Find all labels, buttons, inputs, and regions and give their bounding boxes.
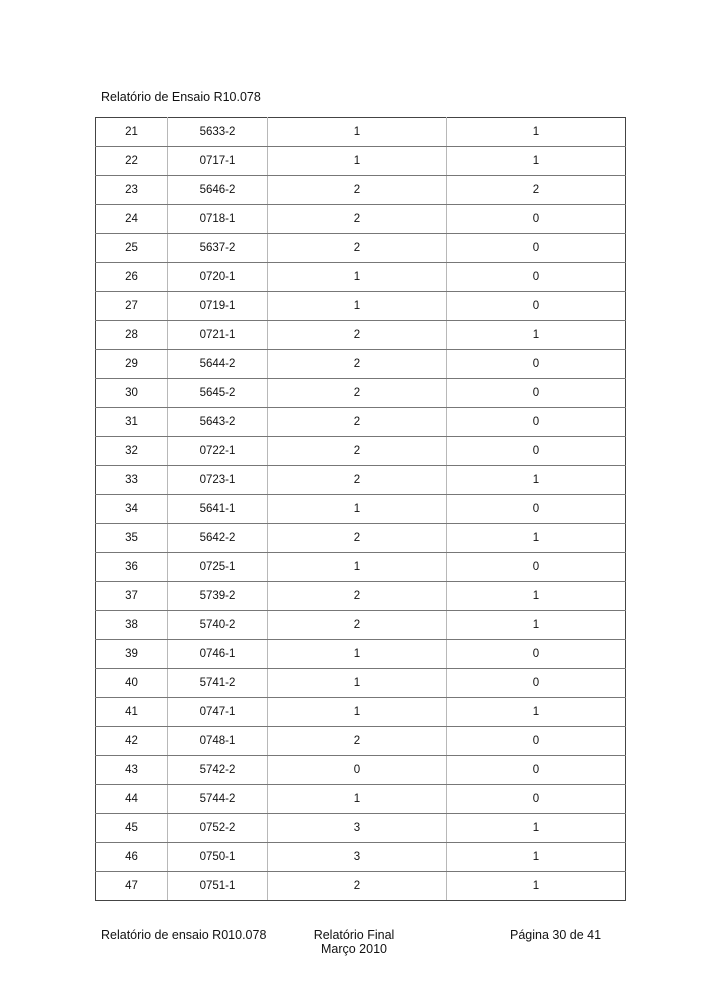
row-number-cell: 42 (96, 727, 168, 756)
table-row (96, 234, 626, 263)
value-a-cell: 2 (268, 408, 447, 437)
sample-id-cell: 0746-1 (168, 640, 268, 669)
value-b-cell: 1 (447, 118, 626, 147)
row-number-cell: 38 (96, 611, 168, 640)
value-b-cell: 1 (447, 814, 626, 843)
row-number-cell: 28 (96, 321, 168, 350)
value-b-cell: 0 (447, 408, 626, 437)
value-b-cell: 1 (447, 466, 626, 495)
value-b-cell: 1 (447, 872, 626, 901)
value-b-cell: 1 (447, 698, 626, 727)
value-a-cell: 1 (268, 669, 447, 698)
value-a-cell: 0 (268, 756, 447, 785)
row-number-cell: 26 (96, 263, 168, 292)
value-a-cell: 2 (268, 234, 447, 263)
sample-id-cell: 0748-1 (168, 727, 268, 756)
value-b-cell: 0 (447, 263, 626, 292)
sample-id-cell: 5739-2 (168, 582, 268, 611)
row-number-cell: 43 (96, 756, 168, 785)
footer-report-type (312, 928, 396, 956)
value-a-cell: 2 (268, 582, 447, 611)
value-a-cell: 1 (268, 147, 447, 176)
value-b-cell: 1 (447, 843, 626, 872)
sample-id-cell: 5637-2 (168, 234, 268, 263)
value-a-cell: 1 (268, 263, 447, 292)
sample-id-cell: 5740-2 (168, 611, 268, 640)
value-b-cell: 0 (447, 437, 626, 466)
table-row (96, 756, 626, 785)
value-b-cell: 1 (447, 582, 626, 611)
value-a-cell: 1 (268, 553, 447, 582)
value-a-cell: 2 (268, 379, 447, 408)
sample-id-cell: 0725-1 (168, 553, 268, 582)
table-row (96, 437, 626, 466)
table-row (96, 843, 626, 872)
table-row (96, 814, 626, 843)
value-b-cell: 1 (447, 321, 626, 350)
row-number-cell: 24 (96, 205, 168, 234)
sample-id-cell: 0752-2 (168, 814, 268, 843)
row-number-cell: 47 (96, 872, 168, 901)
value-a-cell: 1 (268, 785, 447, 814)
footer-report-date: Março 2010 (320, 942, 387, 956)
table-row (96, 524, 626, 553)
value-b-cell: 0 (447, 727, 626, 756)
value-b-cell: 1 (447, 147, 626, 176)
row-number-cell: 45 (96, 814, 168, 843)
sample-id-cell: 5741-2 (168, 669, 268, 698)
row-number-cell: 44 (96, 785, 168, 814)
row-number-cell: 41 (96, 698, 168, 727)
table-row (96, 350, 626, 379)
value-b-cell: 0 (447, 669, 626, 698)
value-b-cell: 0 (447, 495, 626, 524)
value-b-cell: 0 (447, 756, 626, 785)
table-row (96, 611, 626, 640)
value-a-cell: 1 (268, 640, 447, 669)
row-number-cell: 29 (96, 350, 168, 379)
value-a-cell: 2 (268, 872, 447, 901)
table-row (96, 263, 626, 292)
table-row (96, 698, 626, 727)
value-b-cell: 0 (447, 292, 626, 321)
value-a-cell: 2 (268, 350, 447, 379)
sample-id-cell: 0751-1 (168, 872, 268, 901)
sample-id-cell: 5646-2 (168, 176, 268, 205)
value-a-cell: 2 (268, 466, 447, 495)
sample-id-cell: 5643-2 (168, 408, 268, 437)
row-number-cell: 40 (96, 669, 168, 698)
value-b-cell: 0 (447, 640, 626, 669)
sample-id-cell: 0718-1 (168, 205, 268, 234)
row-number-cell: 36 (96, 553, 168, 582)
value-b-cell: 0 (447, 205, 626, 234)
sample-id-cell: 0722-1 (168, 437, 268, 466)
table-row (96, 495, 626, 524)
sample-id-cell: 0747-1 (168, 698, 268, 727)
footer-report-id: Relatório de ensaio R010.078 (101, 928, 267, 942)
row-number-cell: 22 (96, 147, 168, 176)
value-b-cell: 0 (447, 234, 626, 263)
row-number-cell: 31 (96, 408, 168, 437)
row-number-cell: 32 (96, 437, 168, 466)
page-header-title: Relatório de Ensaio R10.078 (101, 90, 261, 104)
table-row (96, 147, 626, 176)
value-a-cell: 1 (268, 495, 447, 524)
sample-id-cell: 5642-2 (168, 524, 268, 553)
value-b-cell: 0 (447, 350, 626, 379)
row-number-cell: 46 (96, 843, 168, 872)
row-number-cell: 33 (96, 466, 168, 495)
table-row (96, 292, 626, 321)
table-row (96, 176, 626, 205)
value-b-cell: 1 (447, 524, 626, 553)
value-a-cell: 2 (268, 205, 447, 234)
sample-id-cell: 0723-1 (168, 466, 268, 495)
value-a-cell: 1 (268, 118, 447, 147)
row-number-cell: 25 (96, 234, 168, 263)
row-number-cell: 30 (96, 379, 168, 408)
value-a-cell: 3 (268, 814, 447, 843)
value-b-cell: 0 (447, 553, 626, 582)
table-row (96, 640, 626, 669)
footer-page-number: Página 30 de 41 (510, 928, 602, 942)
row-number-cell: 35 (96, 524, 168, 553)
row-number-cell: 37 (96, 582, 168, 611)
value-b-cell: 0 (447, 785, 626, 814)
row-number-cell: 21 (96, 118, 168, 147)
row-number-cell: 39 (96, 640, 168, 669)
value-b-cell: 1 (447, 611, 626, 640)
table-row (96, 727, 626, 756)
row-number-cell: 34 (96, 495, 168, 524)
value-a-cell: 2 (268, 176, 447, 205)
sample-id-cell: 0721-1 (168, 321, 268, 350)
sample-id-cell: 0720-1 (168, 263, 268, 292)
row-number-cell: 23 (96, 176, 168, 205)
table-row (96, 466, 626, 495)
sample-id-cell: 5744-2 (168, 785, 268, 814)
sample-id-cell: 0719-1 (168, 292, 268, 321)
value-b-cell: 2 (447, 176, 626, 205)
table-row (96, 872, 626, 901)
table-row (96, 553, 626, 582)
value-a-cell: 2 (268, 321, 447, 350)
table-row (96, 321, 626, 350)
value-a-cell: 2 (268, 437, 447, 466)
table-row (96, 669, 626, 698)
sample-id-cell: 0750-1 (168, 843, 268, 872)
value-a-cell: 1 (268, 698, 447, 727)
sample-id-cell: 5641-1 (168, 495, 268, 524)
table-row (96, 379, 626, 408)
row-number-cell: 27 (96, 292, 168, 321)
sample-id-cell: 5644-2 (168, 350, 268, 379)
sample-id-cell: 5742-2 (168, 756, 268, 785)
table-row (96, 205, 626, 234)
results-table (95, 117, 626, 901)
table-row (96, 785, 626, 814)
table-row (96, 582, 626, 611)
sample-id-cell: 5633-2 (168, 118, 268, 147)
value-a-cell: 2 (268, 727, 447, 756)
sample-id-cell: 0717-1 (168, 147, 268, 176)
table-row (96, 408, 626, 437)
value-a-cell: 2 (268, 611, 447, 640)
value-a-cell: 3 (268, 843, 447, 872)
results-table-body (96, 118, 626, 901)
value-a-cell: 2 (268, 524, 447, 553)
value-a-cell: 1 (268, 292, 447, 321)
value-b-cell: 0 (447, 379, 626, 408)
sample-id-cell: 5645-2 (168, 379, 268, 408)
table-row (96, 118, 626, 147)
footer-report-title: Relatório Final (313, 928, 395, 942)
